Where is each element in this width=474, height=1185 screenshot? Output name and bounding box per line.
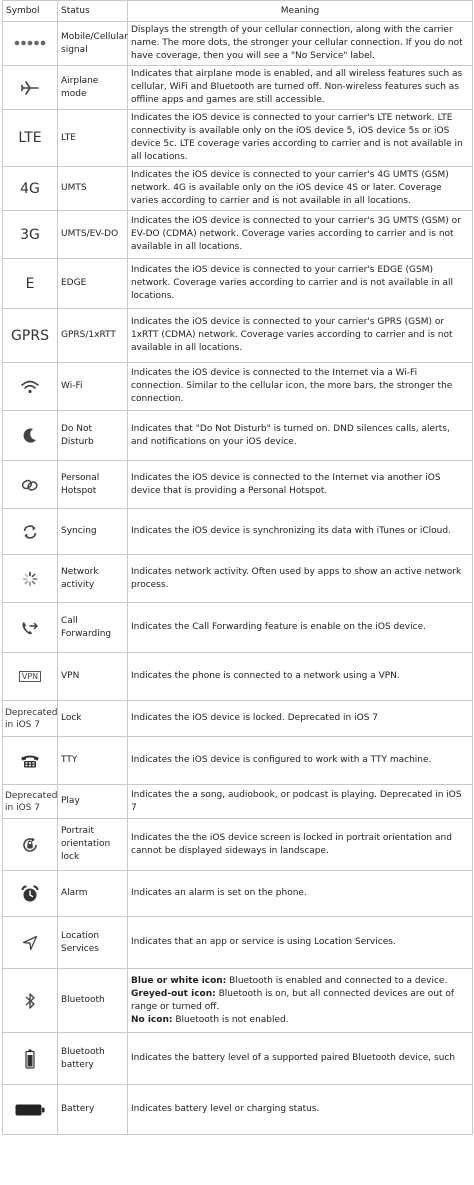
meaning-cell: Indicates the iOS device is connected to your carrier's LTE network. LTE connectivity is available only on the iOS device 5, iOS device 5s or iOS device 5c. LTE coverage varies according to carrier and is not available in all locations. (128, 110, 473, 167)
status-cell: Call Forwarding (58, 603, 128, 653)
table-row (3, 509, 473, 555)
status-cell: VPN (58, 653, 128, 701)
table-row (3, 555, 473, 603)
call-forwarding-icon (21, 620, 39, 636)
meaning-cell: Indicates the iOS device is connected to your carrier's EDGE (GSM) network. Coverage varies according to carrier and is not available in all locations. (128, 259, 473, 309)
meaning-cell: Indicates battery level or charging status. (128, 1085, 473, 1135)
symbol-4g: 4G (3, 167, 58, 211)
battery-icon (15, 1104, 45, 1116)
wifi-icon (21, 380, 39, 394)
symbol-edge: E (3, 259, 58, 309)
symbol-cell (3, 653, 58, 701)
table-row (3, 309, 473, 363)
symbol-cell (3, 461, 58, 509)
status-cell: Play (58, 785, 128, 819)
symbol-cell (3, 603, 58, 653)
table-row (3, 461, 473, 509)
status-cell: GPRS/1xRTT (58, 309, 128, 363)
meaning-cell: Indicates the iOS device is synchronizing its data with iTunes or iCloud. (128, 509, 473, 555)
meaning-cell: Displays the strength of your cellular connection, along with the carrier name. The more dots, the stronger your cellular connection. If you do not have coverage, then you will see a "No Service" label. (128, 22, 473, 66)
header-symbol: Symbol (3, 1, 58, 22)
status-cell: Bluetooth (58, 969, 128, 1033)
table-row (3, 167, 473, 211)
table-row (3, 211, 473, 259)
status-cell: Personal Hotspot (58, 461, 128, 509)
airplane-icon (21, 81, 39, 95)
meaning-cell: Indicates the a song, audiobook, or podcast is playing. Deprecated in iOS 7 (128, 785, 473, 819)
status-cell: EDGE (58, 259, 128, 309)
orientation-lock-icon (21, 836, 39, 854)
status-cell: Airplane mode (58, 66, 128, 110)
symbol-cell (3, 1033, 58, 1085)
status-cell: Network activity (58, 555, 128, 603)
hotspot-icon (21, 477, 39, 493)
status-cell: UMTS/EV-DO (58, 211, 128, 259)
header-row (3, 1, 473, 22)
meaning-cell: Indicates the iOS device is connected to the Internet via another iOS device that is providing a Personal Hotspot. (128, 461, 473, 509)
status-cell: Location Services (58, 917, 128, 969)
status-cell: Alarm (58, 871, 128, 917)
meaning-cell: Indicates the iOS device is connected to your carrier's 3G UMTS (GSM) or EV-DO (CDMA) network. Coverage varies according to carrier and is not available in all locations. (128, 211, 473, 259)
signal-dots-icon (14, 39, 46, 47)
symbol-3g: 3G (3, 211, 58, 259)
meaning-cell: Indicates the iOS device is connected to your carrier's GPRS (GSM) or 1xRTT (CDMA) network. Coverage varies according to carrier and is not available in all locations. (128, 309, 473, 363)
vpn-icon: VPN (19, 671, 41, 682)
symbol-cell (3, 819, 58, 871)
status-cell: UMTS (58, 167, 128, 211)
symbol-deprecated-note: Deprecated in iOS 7 (3, 701, 58, 737)
header-status: Status (58, 1, 128, 22)
status-cell: TTY (58, 737, 128, 785)
status-icons-table (2, 0, 473, 1135)
bluetooth-icon (24, 992, 36, 1010)
meaning-cell: Indicates an alarm is set on the phone. (128, 871, 473, 917)
status-cell: Syncing (58, 509, 128, 555)
table-row (3, 871, 473, 917)
table-row (3, 259, 473, 309)
table-row (3, 737, 473, 785)
meaning-cell: Indicates the the iOS device screen is locked in portrait orientation and cannot be displayed sideways in landscape. (128, 819, 473, 871)
bluetooth-battery-icon (25, 1049, 35, 1069)
status-cell: Wi-Fi (58, 363, 128, 411)
meaning-cell: Indicates the iOS device is connected to the Internet via a Wi-Fi connection. Similar to the cellular icon, the more bars, the stronger the connection. (128, 363, 473, 411)
bluetooth-meaning-line: Blue or white icon: Bluetooth is enabled and connected to a device. (131, 975, 448, 986)
symbol-cell (3, 871, 58, 917)
status-cell: Lock (58, 701, 128, 737)
meaning-cell: Indicates that an app or service is using Location Services. (128, 917, 473, 969)
table-row (3, 22, 473, 66)
moon-icon (23, 428, 37, 444)
symbol-cell (3, 1085, 58, 1135)
symbol-cell (3, 363, 58, 411)
meaning-cell: Indicates the battery level of a supported paired Bluetooth device, such (128, 1033, 473, 1085)
table-row (3, 603, 473, 653)
bluetooth-meaning-line: Greyed-out icon: Bluetooth is on, but all connected devices are out of range or turned off. (131, 988, 455, 1012)
header-meaning: Meaning (128, 1, 473, 22)
status-cell: Bluetooth battery (58, 1033, 128, 1085)
table-row (3, 411, 473, 461)
sync-icon (22, 524, 38, 540)
bluetooth-meaning-line: No icon: Bluetooth is not enabled. (131, 1014, 289, 1025)
table-row (3, 66, 473, 110)
symbol-lte: LTE (3, 110, 58, 167)
status-cell: Do Not Disturb (58, 411, 128, 461)
location-arrow-icon (22, 935, 38, 951)
symbol-cell (3, 969, 58, 1033)
table-row (3, 785, 473, 819)
table-row (3, 1033, 473, 1085)
meaning-cell: Indicates the iOS device is connected to your carrier's 4G UMTS (GSM) network. 4G is available only on the iOS device 4S or later. Coverage varies according to carrier and is not available in all locations. (128, 167, 473, 211)
alarm-icon (21, 885, 39, 903)
table-row (3, 917, 473, 969)
status-cell: Portrait orientation lock (58, 819, 128, 871)
symbol-cell (3, 509, 58, 555)
symbol-cell (3, 737, 58, 785)
table-row (3, 969, 473, 1033)
tty-icon (20, 754, 40, 768)
symbol-cell (3, 66, 58, 110)
meaning-cell: Indicates the iOS device is locked. Deprecated in iOS 7 (128, 701, 473, 737)
status-cell: Battery (58, 1085, 128, 1135)
meaning-cell: Indicates network activity. Often used by apps to show an active network process. (128, 555, 473, 603)
table-row (3, 1085, 473, 1135)
meaning-cell: Indicates that "Do Not Disturb" is turned on. DND silences calls, alerts, and notifications on your iOS device. (128, 411, 473, 461)
table-row (3, 363, 473, 411)
table-row (3, 653, 473, 701)
symbol-cell (3, 411, 58, 461)
meaning-cell (128, 969, 473, 1033)
status-cell: LTE (58, 110, 128, 167)
symbol-gprs: GPRS (3, 309, 58, 363)
table-row (3, 110, 473, 167)
symbol-cell (3, 917, 58, 969)
meaning-cell: Indicates the iOS device is configured to work with a TTY machine. (128, 737, 473, 785)
table-row (3, 701, 473, 737)
symbol-cell (3, 22, 58, 66)
status-cell: Mobile/Cellular signal (58, 22, 128, 66)
symbol-deprecated-note: Deprecated in iOS 7 (3, 785, 58, 819)
spinner-icon (22, 571, 38, 587)
table-row (3, 819, 473, 871)
meaning-cell: Indicates that airplane mode is enabled, and all wireless features such as cellular, WiFi and Bluetooth are turned off. Non-wireless features such as offline apps and games are still accessible. (128, 66, 473, 110)
symbol-cell (3, 555, 58, 603)
meaning-cell: Indicates the Call Forwarding feature is enable on the iOS device. (128, 603, 473, 653)
meaning-cell: Indicates the phone is connected to a network using a VPN. (128, 653, 473, 701)
